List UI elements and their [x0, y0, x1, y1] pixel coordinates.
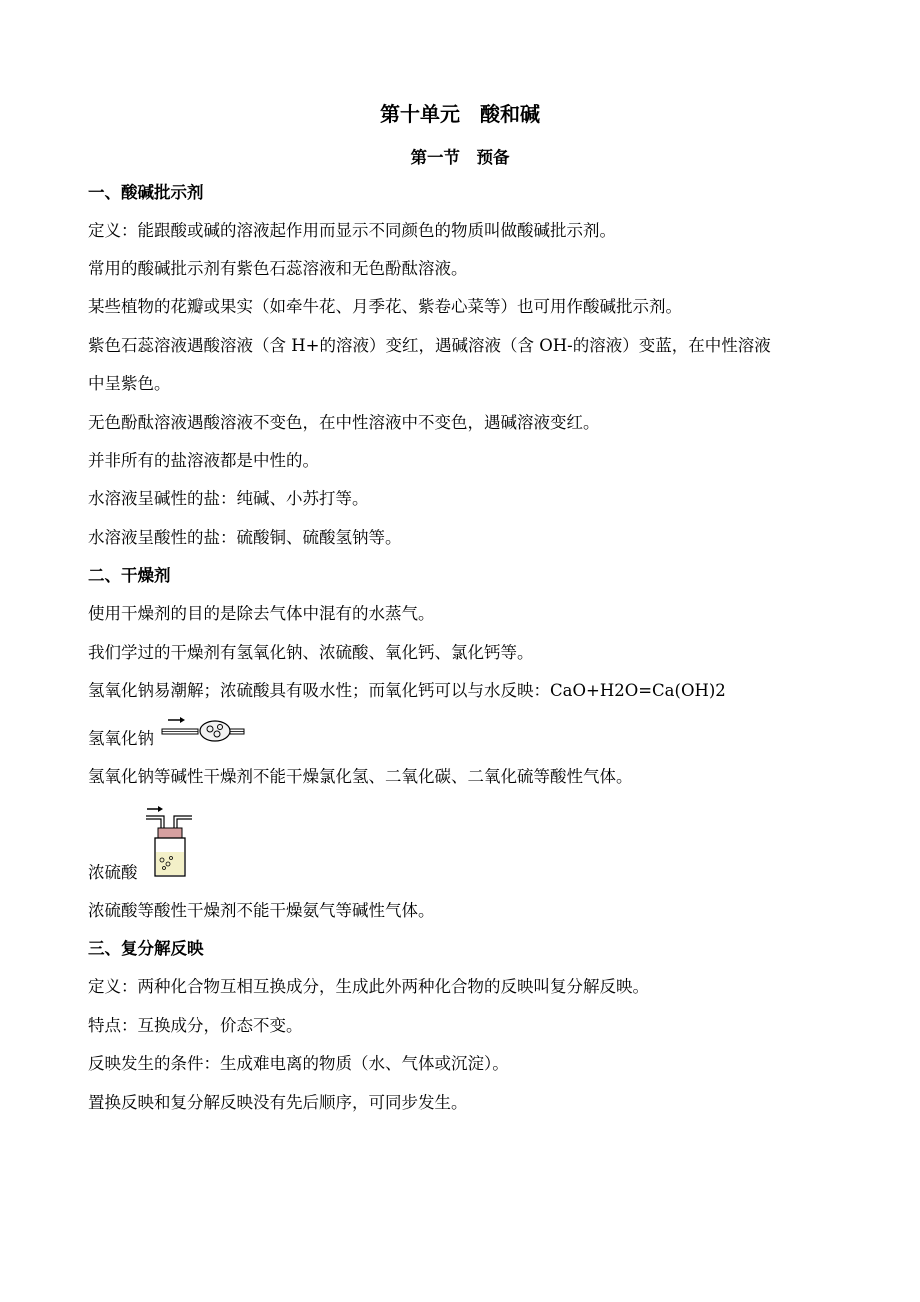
paragraph-line: 氢氧化钠易潮解；浓硫酸具有吸水性；而氧化钙可以与水反映：CaO+H2O=Ca(OH)2 [88, 681, 726, 700]
gas-washing-bottle-diagram [144, 804, 194, 878]
paragraph-line: 置换反映和复分解反映没有先后顺序，可同步发生。 [88, 1093, 468, 1112]
paragraph-line: 常用的酸碱批示剂有紫色石蕊溶液和无色酚酞溶液。 [88, 259, 468, 278]
figure-label-h2so4: 浓硫酸 [88, 863, 138, 882]
paragraph-line: 某些植物的花瓣或果实（如牵牛花、月季花、紫卷心菜等）也可用作酸碱批示剂。 [88, 297, 682, 316]
paragraph-line: 紫色石蕊溶液遇酸溶液（含 H+的溶液）变红，遇碱溶液（含 OH-的溶液）变蓝，在中性溶液 [88, 336, 771, 355]
paragraph-line: 反映发生的条件：生成难电离的物质（水、气体或沉淀）。 [88, 1054, 509, 1073]
paragraph-line: 无色酚酞溶液遇酸溶液不变色，在中性溶液中不变色，遇碱溶液变红。 [88, 413, 600, 432]
document-title: 第十单元 酸和碱 [380, 102, 540, 126]
paragraph-line: 我们学过的干燥剂有氢氧化钠、浓硫酸、氧化钙、氯化钙等。 [88, 643, 534, 662]
drying-tube-diagram [160, 716, 246, 746]
paragraph-line: 中呈紫色。 [88, 374, 171, 393]
section-heading-indicators: 一、酸碱批示剂 [88, 183, 204, 202]
paragraph-line: 浓硫酸等酸性干燥剂不能干燥氨气等碱性气体。 [88, 901, 435, 920]
paragraph-line: 定义：两种化合物互相互换成分，生成此外两种化合物的反映叫复分解反映。 [88, 977, 649, 996]
section-heading-double-decomposition: 三、复分解反映 [88, 939, 204, 958]
paragraph-line: 水溶液呈酸性的盐：硫酸铜、硫酸氢钠等。 [88, 528, 402, 547]
figure-label-naoh: 氢氧化钠 [88, 729, 154, 748]
paragraph-line: 并非所有的盐溶液都是中性的。 [88, 451, 319, 470]
paragraph-line: 水溶液呈碱性的盐：纯碱、小苏打等。 [88, 489, 369, 508]
paragraph-line: 使用干燥剂的目的是除去气体中混有的水蒸气。 [88, 604, 435, 623]
paragraph-line: 氢氧化钠等碱性干燥剂不能干燥氯化氢、二氧化碳、二氧化硫等酸性气体。 [88, 767, 633, 786]
section-subtitle: 第一节 预备 [410, 148, 510, 167]
paragraph-line: 定义：能跟酸或碱的溶液起作用而显示不同颜色的物质叫做酸碱批示剂。 [88, 221, 616, 240]
paragraph-line: 特点：互换成分，价态不变。 [88, 1016, 303, 1035]
section-heading-desiccants: 二、干燥剂 [88, 566, 171, 585]
